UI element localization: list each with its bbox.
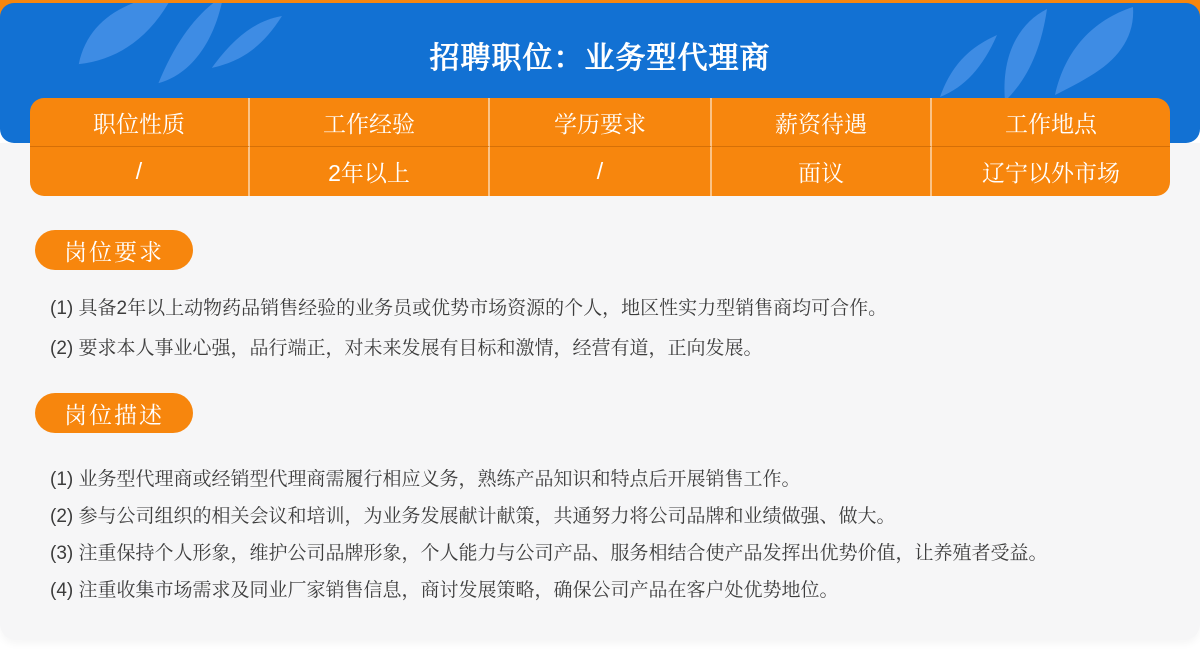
requirements-section-badge: 岗位要求 <box>35 230 193 270</box>
requirement-item: (1) 具备2年以上动物药品销售经验的业务员或优势市场资源的个人，地区性实力型销售商均可合作。 <box>50 298 888 319</box>
info-table-header-cell: 工作地点 <box>932 98 1170 147</box>
info-table-header-cell: 工作经验 <box>250 98 490 147</box>
info-table-value-row <box>30 147 1170 196</box>
info-table-value-cell: 2年以上 <box>250 147 490 196</box>
page-title: 招聘职位：业务型代理商 <box>429 42 771 75</box>
info-table-header-cell: 薪资待遇 <box>712 98 932 147</box>
description-item: (1) 业务型代理商或经销型代理商需履行相应义务，熟练产品知识和特点后开展销售工作。 <box>50 469 801 490</box>
description-item: (3) 注重保持个人形象，维护公司品牌形象，个人能力与公司产品、服务相结合使产品发挥出优势价值，让养殖者受益。 <box>50 543 1048 564</box>
info-table-header-row <box>30 98 1170 147</box>
description-section-badge: 岗位描述 <box>35 393 193 433</box>
info-table-header-cell: 学历要求 <box>490 98 712 147</box>
job-info-table <box>30 98 1170 196</box>
info-table-value-cell: / <box>30 147 250 196</box>
info-table-value-cell: 辽宁以外市场 <box>982 160 1120 186</box>
description-item: (4) 注重收集市场需求及同业厂家销售信息，商讨发展策略，确保公司产品在客户处优势地位。 <box>50 580 839 601</box>
requirement-item: (2) 要求本人事业心强，品行端正，对未来发展有目标和激情，经营有道，正向发展。 <box>50 338 763 359</box>
info-table-value-cell: / <box>490 147 712 196</box>
info-table-header-cell: 职位性质 <box>30 98 250 147</box>
description-item: (2) 参与公司组织的相关会议和培训，为业务发展献计献策，共通努力将公司品牌和业绩做强、做大。 <box>50 506 896 527</box>
info-table-value-cell: 面议 <box>712 147 932 196</box>
